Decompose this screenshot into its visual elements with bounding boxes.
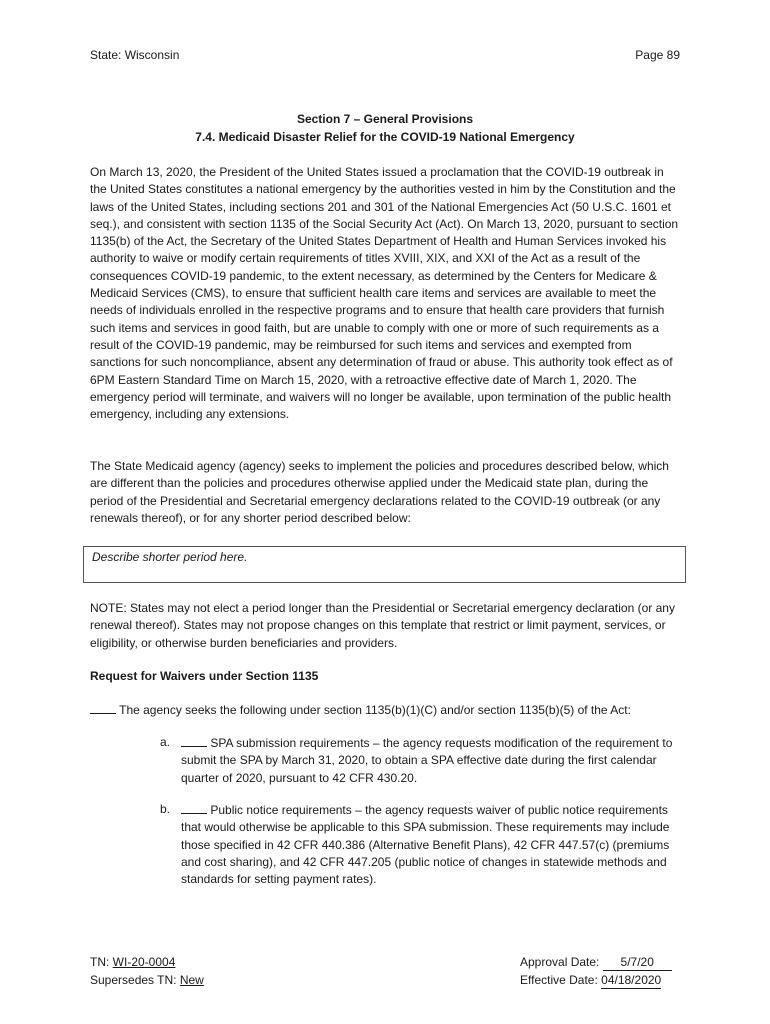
footer-right bbox=[520, 953, 672, 989]
subsection-title: 7.4. Medicaid Disaster Relief for the COVID-19 National Emergency bbox=[195, 130, 575, 144]
seek-text: The agency seeks the following under section 1135(b)(1)(C) and/or section 1135(b)(5) of the Act: bbox=[119, 703, 631, 717]
waiver-item-b bbox=[160, 801, 680, 888]
shorter-period-field[interactable] bbox=[83, 546, 686, 583]
waiver-item-a bbox=[160, 734, 680, 787]
item-a-checkbox-blank[interactable] bbox=[181, 734, 207, 747]
item-letter: b. bbox=[160, 802, 171, 816]
page-header bbox=[90, 47, 680, 65]
item-b-checkbox-blank[interactable] bbox=[181, 801, 207, 814]
approval-line bbox=[520, 953, 672, 971]
tn-line bbox=[90, 953, 204, 971]
document-page bbox=[90, 0, 680, 1024]
note-paragraph: NOTE: States may not elect a period longer than the Presidential or Secretarial emergency declaration (or any renewal thereof). States may not propose changes on this template that restrict or limit payment, services, or eligibility, or otherwise burden beneficiaries and providers. bbox=[90, 601, 675, 650]
seek-checkbox-blank[interactable] bbox=[90, 701, 116, 714]
seek-line bbox=[90, 701, 631, 719]
tn-value: WI-20-0004 bbox=[112, 955, 176, 969]
section-title-block bbox=[90, 110, 680, 146]
item-text: Public notice requirements – the agency requests waiver of public notice requirements that would otherwise be applicable to this SPA submission. These requirements may include those specified in 42 CFR 440.386 (Alternative Benefit Plans), 42 CFR 447.57(c) (premiums and cost sharing), and 42 CFR 447.205 (public notice of changes in statewide methods and standards for setting payment rates). bbox=[181, 803, 670, 887]
supersedes-line bbox=[90, 971, 204, 989]
item-text: SPA submission requirements – the agency requests modification of the requirement to submit the SPA by March 31, 2020, to obtain a SPA effective date during the first calendar quarter of 2020, pursuant to 42 CFR 430.20. bbox=[181, 736, 673, 785]
state-label: State: Wisconsin bbox=[90, 48, 180, 62]
effective-date: 04/18/2020 bbox=[601, 973, 662, 987]
effective-line bbox=[520, 971, 672, 989]
approval-date: 5/7/20 bbox=[603, 955, 672, 971]
approval-label: Approval Date: bbox=[520, 955, 603, 969]
footer-left bbox=[90, 953, 204, 989]
shorter-period-placeholder: Describe shorter period here. bbox=[92, 550, 248, 564]
item-letter: a. bbox=[160, 735, 171, 749]
supersedes-label: Supersedes TN: bbox=[90, 973, 180, 987]
supersedes-value: New bbox=[179, 973, 204, 987]
page-number: Page 89 bbox=[635, 48, 680, 62]
section-title: Section 7 – General Provisions bbox=[296, 112, 474, 126]
tn-label: TN: bbox=[90, 955, 113, 969]
agency-paragraph: The State Medicaid agency (agency) seeks to implement the policies and procedures described below, which are different than the policies and procedures otherwise applied under the Medicaid state plan, during the period of the Presidential and Secretarial emergency declarations related to the COVID-19 outbreak (or any renewals thereof), or for any shorter period described below: bbox=[90, 459, 669, 525]
intro-paragraph: On March 13, 2020, the President of the United States issued a proclamation that the COVID-19 outbreak in the United States constitutes a national emergency by the authorities vested in him by the Constitution and the laws of the United States, including sections 201 and 301 of the National Emergencies Act (50 U.S.C. 1601 et seq.), and consistent with section 1135 of the Social Security Act (Act). On March 13, 2020, pursuant to section 1135(b) of the Act, the Secretary of the United States Department of Health and Human Services invoked his authority to waive or modify certain requirements of titles XVIII, XIX, and XXI of the Act as a result of the consequences COVID-19 pandemic, to the extent necessary, as determined by the Centers for Medicare & Medicaid Services (CMS), to ensure that sufficient health care items and services are available to meet the needs of individuals enrolled in the respective programs and to ensure that health care providers that furnish such items and services in good faith, but are unable to comply with one or more of such requirements as a result of the COVID-19 pandemic, may be reimbursed for such items and services and exempted from sanctions for such noncompliance, absent any determination of fraud or abuse. This authority took effect as of 6PM Eastern Standard Time on March 15, 2020, with a retroactive effective date of March 1, 2020. The emergency period will terminate, and waivers will no longer be available, upon termination of the public health emergency, including any extensions. bbox=[90, 165, 679, 422]
request-heading: Request for Waivers under Section 1135 bbox=[90, 669, 319, 683]
effective-label: Effective Date: bbox=[520, 973, 602, 987]
